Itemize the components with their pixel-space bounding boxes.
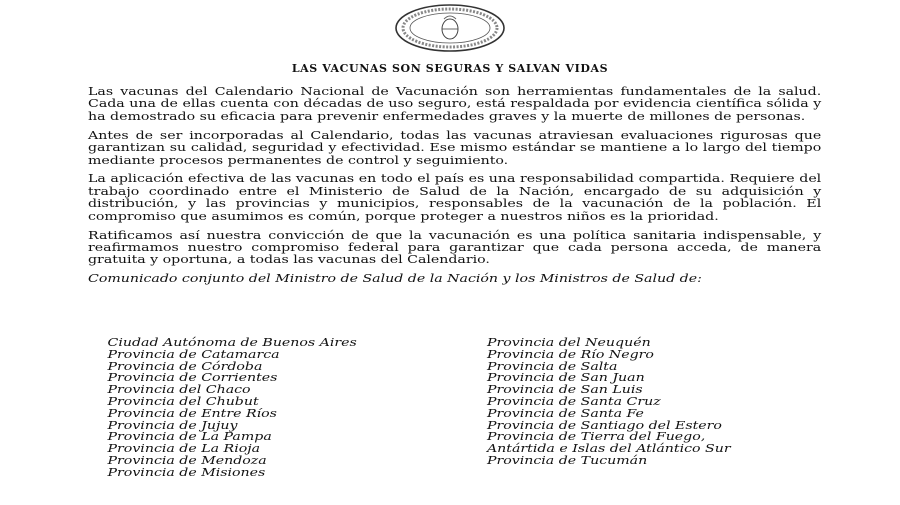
signatory: Provincia de Catamarca (107, 346, 280, 361)
signatory: Provincia de La Pampa (107, 429, 272, 444)
paragraph: Las vacunas del Calendario Nacional de Vacunación son herramientas fundamentales de la salud. Cada una de ellas cuenta con décadas de uso seguro, está respaldada por evidencia científica sólida y ha demostrado su eficacia para prevenir enfermedades graves y la muerte de millones de personas. (88, 84, 822, 123)
document-body (88, 84, 822, 479)
ministry-seal-logo (394, 3, 506, 53)
signatory: Provincia de Tierra del Fuego, (486, 429, 706, 444)
paragraph: La aplicación efectiva de las vacunas en todo el país es una responsabilidad compartida. Requiere del trabajo coordinado entre el Ministerio de Salud de la Nación, encargado de su adquisición y distribución, y las provincias y municipios, responsables de la vacunación de la población. El compromiso que asumimos es común, porque proteger a nuestros niños es la prioridad. (88, 171, 822, 223)
signatory: Provincia de Jujuy (107, 417, 238, 432)
signatory: Provincia del Chaco (107, 382, 251, 397)
signatory: Provincia de Entre Ríos (107, 405, 277, 420)
signatory: Provincia de Córdoba (107, 358, 263, 373)
signatory: Provincia de Santa Fe (486, 405, 644, 420)
signatory: Provincia de Corrientes (107, 370, 278, 385)
paragraph: Ratificamos así nuestra convicción de que la vacunación es una política sanitaria indispensable, y reafirmamos nuestro compromiso federal para garantizar que cada persona acceda, de manera gratuita y oportuna, a todas las vacunas del Calendario. (88, 227, 822, 267)
signatory: Provincia de Santa Cruz (486, 393, 661, 408)
signatory: Provincia de Salta (486, 358, 618, 373)
signatory: Provincia de San Luis (486, 382, 643, 397)
signatory: Provincia de La Rioja (107, 441, 261, 456)
signatories-left-column (108, 337, 357, 479)
document-title: LAS VACUNAS SON SEGURAS Y SALVAN VIDAS (291, 62, 609, 75)
signatories-right-column (487, 337, 731, 467)
signatory: Provincia de Tucumán (486, 452, 648, 467)
paragraph: Antes de ser incorporadas al Calendario, todas las vacunas atraviesan evaluaciones rigurosas que garantizan su calidad, seguridad y efectividad. Ese mismo estándar se mantiene a lo largo del tiempo mediante procesos permanentes de control y seguimiento. (88, 127, 822, 167)
signatory: Ciudad Autónoma de Buenos Aires (107, 335, 357, 349)
signatory: Provincia del Chubut (107, 393, 259, 408)
signatory: Provincia de Santiago del Estero (486, 417, 722, 432)
signatory: Provincia de San Juan (486, 370, 645, 385)
signatory: Provincia de Río Negro (486, 346, 654, 361)
signatory: Antártida e Islas del Atlántico Sur (486, 441, 731, 456)
signatory: Provincia de Misiones (107, 464, 266, 479)
signatory: Provincia del Neuquén (486, 335, 651, 349)
signatory: Provincia de Mendoza (107, 452, 267, 467)
signatories-intro: Comunicado conjunto del Ministro de Salud de la Nación y los Ministros de Salud de: (88, 271, 702, 286)
